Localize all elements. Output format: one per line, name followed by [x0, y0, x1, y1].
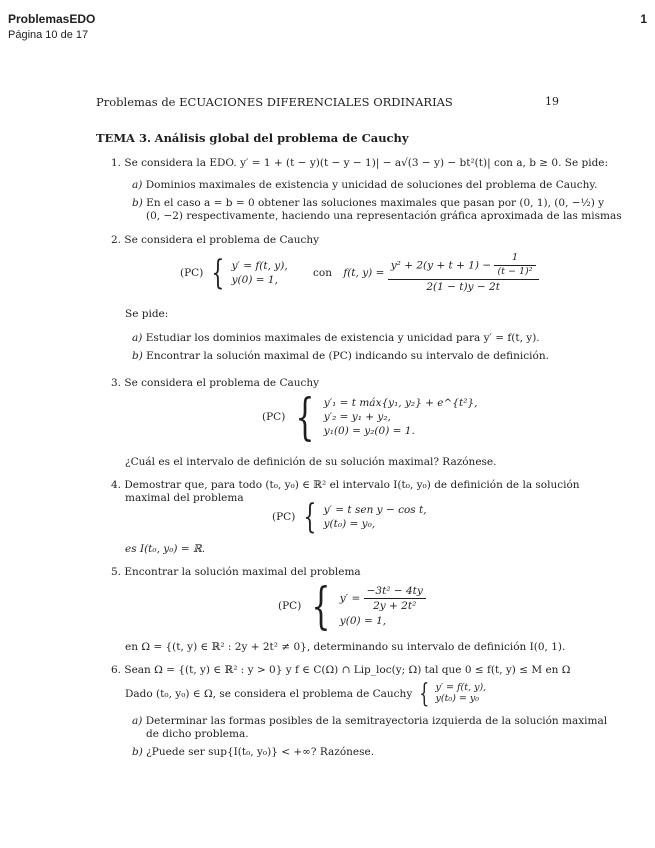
problem-5-statement: Encontrar la solución maximal del problema	[124, 566, 361, 578]
problem-3	[111, 376, 319, 390]
document-title: Problemas de ECUACIONES DIFERENCIALES ORDINARIAS	[96, 95, 453, 109]
problem-2	[111, 233, 319, 247]
part-text: (0, −2) respectivamente, haciendo una representación gráfica aproximada de las mismas	[146, 210, 622, 222]
pc-label: (PC)	[272, 511, 296, 523]
problem-6-part-b	[132, 745, 374, 759]
f-definition-lhs: f(t, y) =	[343, 266, 385, 279]
equation-system	[436, 683, 487, 705]
document-page-number: 19	[545, 95, 559, 108]
problem-2-part-a	[132, 331, 540, 345]
section-heading	[96, 131, 409, 147]
equation: y₁(0) = y₂(0) = 1.	[323, 425, 415, 438]
problem-4-number: 4.	[111, 479, 122, 491]
left-brace: {	[302, 497, 316, 537]
f-numerator-main: y² + 2(y + t + 1) −	[390, 259, 492, 272]
section-title: Análisis global del problema de Cauchy	[154, 131, 409, 145]
inner-numerator: 1	[494, 252, 535, 266]
part-label: a)	[132, 179, 143, 191]
equation-fraction	[364, 584, 426, 613]
pdf-page-info: Página 10 de 17	[8, 29, 89, 41]
pdf-page-number: 1	[640, 12, 647, 26]
part-label: b)	[132, 197, 143, 209]
equation-system	[340, 584, 426, 628]
pc-label: (PC)	[262, 411, 286, 423]
equation: y′₂ = y₁ + y₂,	[323, 410, 391, 423]
problem-4-system	[272, 497, 427, 537]
problem-1-number: 1.	[111, 157, 122, 169]
problem-4-statement: Demostrar que, para todo (t₀, y₀) ∈ ℝ² el intervalo I(t₀, y₀) de definición de la solución	[124, 479, 580, 491]
part-text: Encontrar la solución maximal de (PC) indicando su intervalo de definición.	[146, 350, 549, 362]
left-brace: {	[418, 679, 429, 709]
inner-denominator: (t − 1)²	[497, 265, 533, 277]
con-word: con	[313, 266, 332, 279]
problem-4-conclusion: es I(t₀, y₀) = ℝ.	[125, 543, 206, 555]
part-label: a)	[132, 715, 143, 727]
fraction-numerator: −3t² − 4ty	[364, 584, 426, 599]
equation: y(0) = 1,	[231, 273, 278, 286]
part-text: En el caso a = b = 0 obtener las soluciones maximales que pasan por (0, 1), (0, −½) y	[146, 197, 605, 209]
problem-6-cont	[125, 679, 487, 709]
problem-1-statement: Se considera la EDO. y′ = 1 + (t − y)(t − y − 1)| − a√(3 − y) − bt²(t)| con a, b ≥ 0. Se pide:	[124, 157, 609, 169]
equation: y(t₀) = y₀	[435, 693, 480, 704]
problem-6-part-a-cont: de dicho problema.	[146, 728, 249, 740]
problem-4-cont: maximal del problema	[125, 492, 244, 504]
equation-system	[324, 503, 427, 531]
problem-6-line2: Dado (t₀, y₀) ∈ Ω, se considera el problema de Cauchy	[125, 688, 413, 700]
part-text: Estudiar los dominios maximales de existencia y unicidad para y′ = f(t, y).	[145, 332, 540, 344]
pc-label: (PC)	[278, 600, 302, 612]
equation-system	[232, 259, 288, 287]
pc-label: (PC)	[180, 266, 204, 279]
pdf-file-title: ProblemasEDO	[8, 12, 96, 26]
part-text: Determinar las formas posibles de la semitrayectoria izquierda de la solución maximal	[145, 715, 608, 727]
problem-3-question: ¿Cuál es el intervalo de definición de su solución maximal? Razónese.	[125, 456, 497, 468]
fraction-denominator: 2y + 2t²	[373, 600, 417, 613]
f-denominator: 2(1 − t)y − 2t	[426, 280, 500, 293]
problem-1-part-b-cont	[146, 209, 622, 223]
problem-2-statement: Se considera el problema de Cauchy	[124, 234, 320, 246]
problem-2-part-b	[132, 349, 549, 363]
problem-3-statement: Se considera el problema de Cauchy	[124, 377, 320, 389]
equation: y(t₀) = y₀,	[323, 518, 376, 530]
equation-lhs: y′ =	[339, 592, 361, 605]
problem-5-number: 5.	[111, 566, 122, 578]
part-label: b)	[132, 746, 143, 758]
problem-6	[111, 663, 571, 677]
problem-5-tail: en Ω = {(t, y) ∈ ℝ² : 2y + 2t² ≠ 0}, determinando su intervalo de definición I(0, 1).	[125, 641, 566, 653]
equation-system	[324, 396, 478, 439]
part-label: a)	[132, 332, 143, 344]
section-label: TEMA 3.	[96, 131, 151, 145]
equation: y′₁ = t máx{y₁, y₂} + e^{t²},	[323, 396, 478, 409]
problem-6-statement: Sean Ω = {(t, y) ∈ ℝ² : y > 0} y f ∈ C(Ω) ∩ Lip_loc(y; Ω) tal que 0 ≤ f(t, y) ≤ M en Ω	[124, 664, 571, 676]
problem-3-number: 3.	[111, 377, 122, 389]
left-brace: {	[295, 388, 315, 446]
equation: y′ = f(t, y),	[231, 259, 288, 272]
problem-5-system	[278, 577, 426, 635]
part-text: Dominios maximales de existencia y unicidad de soluciones del problema de Cauchy.	[145, 179, 598, 191]
se-pide: Se pide:	[125, 308, 169, 320]
f-fraction	[388, 252, 539, 294]
inner-fraction	[494, 252, 535, 279]
equation	[340, 584, 426, 613]
equation: y′ = f(t, y),	[435, 682, 487, 694]
problem-1	[111, 156, 608, 170]
equation: y′ = t sen y − cos t,	[323, 503, 427, 516]
equation: y(0) = 1,	[339, 614, 387, 627]
problem-6-number: 6.	[111, 664, 122, 676]
part-label: b)	[132, 350, 143, 362]
problem-2-number: 2.	[111, 234, 122, 246]
problem-2-system	[180, 252, 539, 294]
f-numerator	[388, 252, 539, 280]
left-brace: {	[311, 577, 331, 635]
left-brace: {	[210, 252, 224, 293]
problem-1-part-a	[132, 178, 597, 192]
problem-3-system	[262, 388, 478, 446]
part-text: ¿Puede ser sup{I(t₀, y₀)} < +∞? Razónese.	[146, 746, 375, 758]
